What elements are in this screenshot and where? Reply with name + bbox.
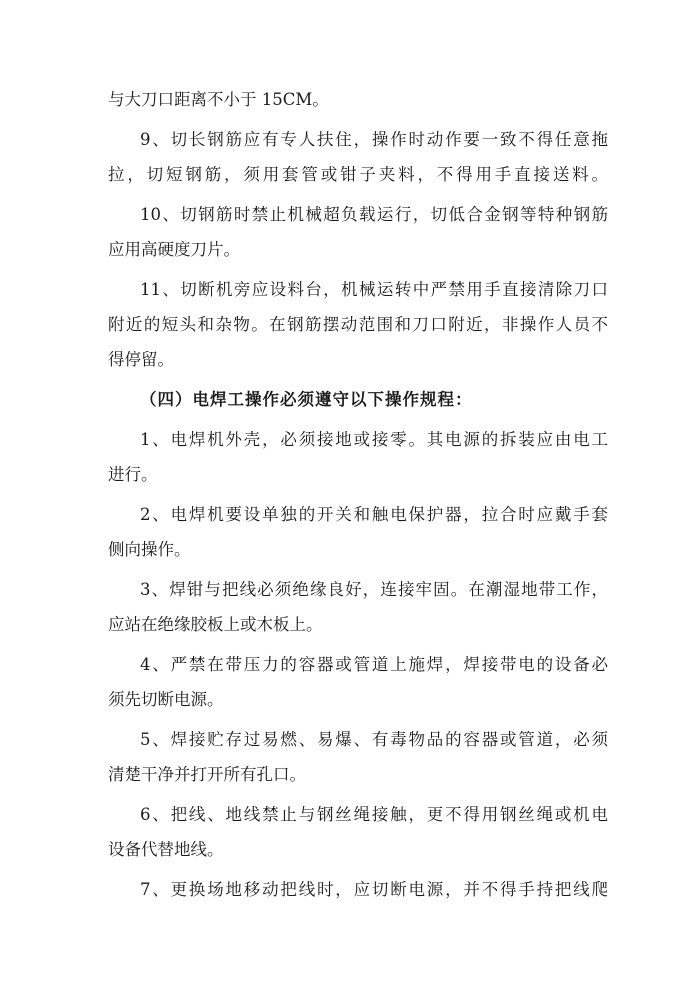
section-heading: （四）电焊工操作必须遵守以下操作规程： (140, 390, 473, 409)
text-line: 9、切长钢筋应有专人扶住，操作时动作要一致不得任意拖 (140, 130, 608, 149)
text-line: 附近的短头和杂物。在钢筋摆动范围和刀口附近，非操作人员不 (108, 315, 608, 334)
text-line: 6、把线、地线禁止与钢丝绳接触，更不得用钢丝绳或机电 (140, 805, 608, 824)
text-line: 与大刀口距离不小于 15CM。 (108, 90, 329, 109)
text-line: 7、更换场地移动把线时，应切断电源，并不得手持把线爬 (140, 880, 608, 899)
text-line: 应用高硬度刀片。 (108, 240, 240, 259)
text-line: 拉，切短钢筋，须用套管或钳子夹料，不得用手直接送料。 (108, 165, 608, 184)
text-line: 3、焊钳与把线必须绝缘良好，连接牢固。在潮湿地带工作， (140, 580, 608, 599)
text-line: 应站在绝缘胶板上或木板上。 (108, 615, 323, 634)
text-line: 清楚干净并打开所有孔口。 (108, 765, 306, 784)
text-line: 2、电焊机要设单独的开关和触电保护器，拉合时应戴手套 (140, 505, 608, 524)
text-line: 进行。 (108, 465, 158, 484)
text-line: 11、切断机旁应设料台，机械运转中严禁用手直接清除刀口 (140, 280, 608, 299)
text-line: 4、严禁在带压力的容器或管道上施焊，焊接带电的设备必 (140, 655, 608, 674)
text-line: 1、电焊机外壳，必须接地或接零。其电源的拆装应由电工 (140, 430, 608, 449)
text-line: 设备代替地线。 (108, 840, 224, 859)
text-line: 须先切断电源。 (108, 690, 224, 709)
text-line: 10、切钢筋时禁止机械超负载运行，切低合金钢等特种钢筋 (140, 205, 608, 224)
text-line: 得停留。 (108, 350, 174, 369)
text-line: 侧向操作。 (108, 540, 191, 559)
text-line: 5、焊接贮存过易燃、易爆、有毒物品的容器或管道，必须 (140, 730, 608, 749)
